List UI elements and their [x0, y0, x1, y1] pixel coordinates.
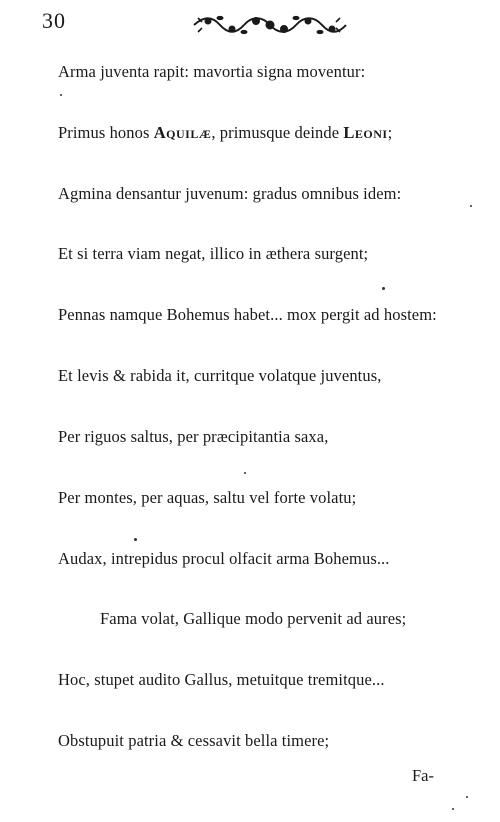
verse-text: Primus honos — [58, 123, 154, 142]
verse-text: Per montes, per aquas, saltu vel forte volatu; — [58, 488, 357, 507]
verse-text: Per riguos saltus, per præcipitantia saxa, — [58, 427, 329, 446]
verse-smallcaps-leoni: Leoni — [343, 123, 388, 142]
verse-line-10 — [100, 609, 500, 629]
print-speck — [452, 808, 454, 810]
print-speck — [134, 538, 137, 541]
verse-line-3 — [58, 184, 478, 204]
verse-line-11 — [58, 670, 478, 690]
verse-line-2 — [58, 123, 478, 143]
verse-text: , primusque deinde — [211, 123, 344, 142]
verse-smallcaps-aquilae: Aquilæ — [153, 123, 212, 142]
print-speck — [470, 205, 472, 207]
verse-text: Obstupuit patria & cessavit bella timere; — [58, 731, 330, 750]
verse-line-8 — [58, 488, 478, 508]
verse-text: Audax, intrepidus procul olfacit arma Bohemus... — [58, 549, 390, 568]
verse-text: Et si terra viam negat, illico in æthera surgent; — [58, 244, 369, 263]
verse-text: Pennas namque Bohemus habet... mox pergit ad hostem: — [58, 305, 437, 324]
print-speck — [382, 287, 385, 290]
verse-line-9 — [58, 549, 478, 569]
verse-text: Arma juventa rapit: mavortia signa moventur: — [58, 62, 366, 81]
verse-line-1 — [58, 62, 478, 82]
verse-line-5 — [58, 305, 478, 325]
verse-line-4 — [58, 244, 478, 264]
verse-text: Fama volat, Gallique modo pervenit ad aures; — [100, 609, 407, 628]
print-speck — [244, 472, 246, 474]
verse-text: Agmina densantur juvenum: gradus omnibus idem: — [58, 184, 402, 203]
verse-text: ; — [387, 123, 393, 142]
page-number: 30 — [42, 8, 66, 33]
verse-line-12 — [58, 731, 478, 751]
verse-text: Et levis & rabida it, curritque volatque juventus, — [58, 366, 382, 385]
catchword: Fa- — [412, 766, 434, 785]
print-speck — [466, 796, 468, 798]
verse-line-7 — [58, 427, 478, 447]
verse-line-6 — [58, 366, 478, 386]
verse-text: Hoc, stupet audito Gallus, metuitque tremitque... — [58, 670, 385, 689]
floral-vine-ornament-icon — [190, 12, 350, 38]
print-speck — [60, 94, 62, 96]
